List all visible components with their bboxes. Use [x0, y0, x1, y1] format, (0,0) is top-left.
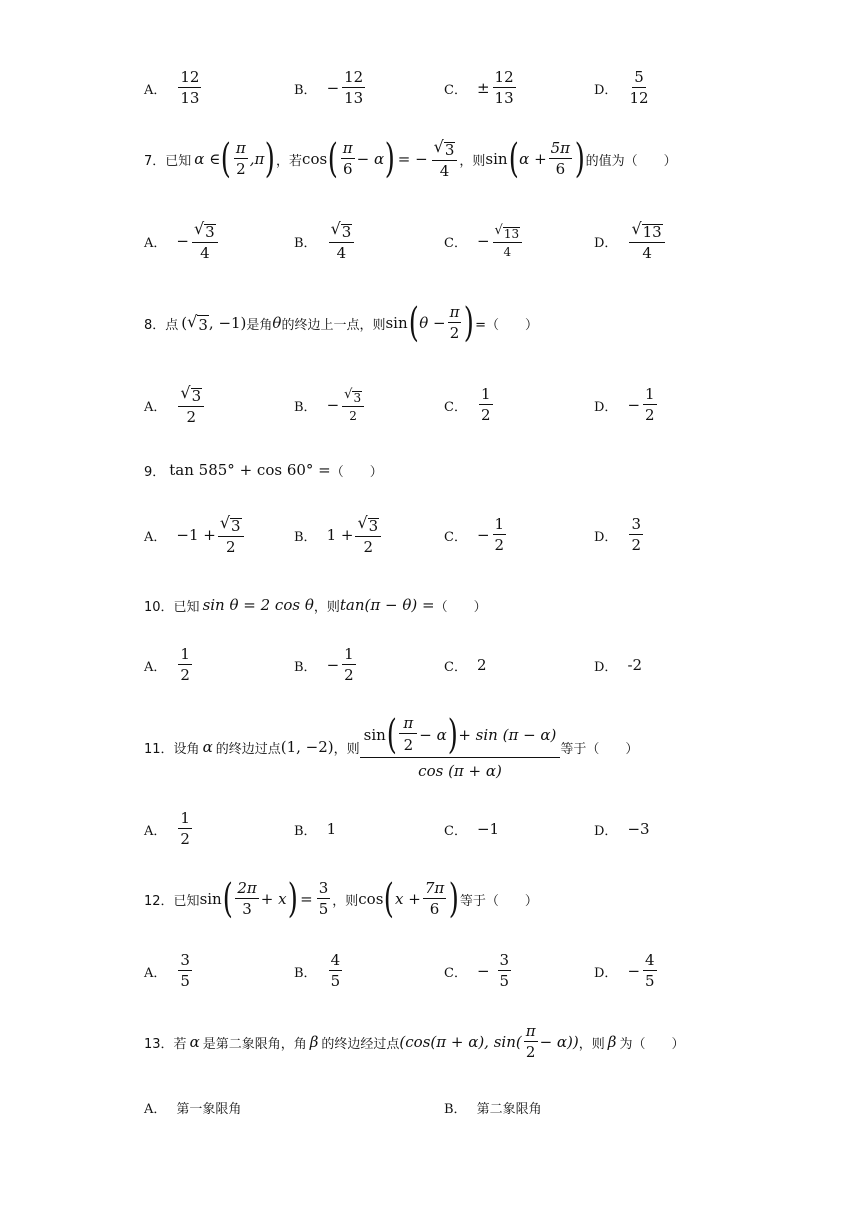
fraction: $\frac{3}{5}$ — [318, 879, 329, 918]
fraction: $\frac{3}{5}$ — [499, 951, 510, 990]
option-a[interactable]: A． $\frac{3}{5}$ — [144, 951, 190, 990]
option-d[interactable]: D． −3 — [594, 820, 650, 839]
option-b[interactable]: B． 1 — [294, 820, 337, 839]
fraction: $\frac{1}{2}$ — [494, 515, 505, 554]
fraction: √ 3 2 — [218, 515, 244, 555]
question-12: 12． 已知 sin ( $\frac{2\pi}{3}$ + x ) = $\frac{3}{5}$ ，则 cos ( x + $\frac{7\pi}{6}$ ) 等于（ ） — [144, 876, 538, 922]
option-a[interactable]: A． 第一象限角 — [144, 1101, 242, 1117]
fraction: $\frac{12}{13}$ — [180, 68, 200, 107]
option-label: C． — [444, 82, 467, 98]
option-b[interactable]: B． − $\frac{1}{2}$ — [294, 645, 354, 684]
option-a[interactable] — [144, 63, 203, 113]
q12-options — [144, 946, 744, 996]
fraction: $\frac{\pi}{2}$ — [235, 139, 246, 178]
question-13: 13． 若 α 是第二象限角，角 β 的终边经过点 (cos(π + α), sin( $\frac{\pi}{2}$ − α)) ，则 β 为（ ） — [144, 1022, 685, 1061]
q9-options — [144, 510, 744, 560]
compound-fraction: sin ( $\frac{\pi}{2}$ − α ) + sin (π − α) cos (π + α) — [360, 715, 561, 780]
fraction: √ 3 4 — [192, 221, 218, 261]
q8-options — [144, 380, 744, 430]
option-c[interactable]: C． − √ 13 4 — [444, 216, 524, 266]
fraction: $\frac{5}{12}$ — [629, 68, 649, 107]
q11-options — [144, 804, 744, 854]
fraction: $\frac{\pi}{2}$ — [525, 1022, 536, 1061]
option-c[interactable]: C． −1 — [444, 820, 500, 839]
fraction: $\frac{\pi}{6}$ — [342, 139, 353, 178]
option-c[interactable]: C． − $\frac{1}{2}$ — [444, 515, 505, 554]
fraction: $\frac{3}{2}$ — [631, 515, 641, 554]
fraction: √ 3 4 — [432, 139, 458, 179]
fraction: $\frac{\pi}{2}$ — [449, 303, 460, 342]
option-b[interactable]: B． − √ 3 2 — [294, 380, 366, 430]
q6-options — [144, 63, 744, 113]
fraction: $\frac{4}{5}$ — [330, 951, 341, 990]
option-b[interactable]: B． √ 3 4 — [294, 216, 356, 266]
question-11: 11． 设角 α 的终边过点 (1, −2) ，则 sin ( $\frac{\pi}{2}$ − α ) + sin (π − α) cos (π + α) 等于（ ） — [144, 711, 639, 780]
option-a[interactable]: A． −1 + √ 3 2 — [144, 510, 246, 560]
option-d[interactable]: D． $\frac{3}{2}$ — [594, 515, 641, 554]
fraction: √ 3 4 — [329, 221, 355, 261]
fraction: √ 13 4 — [629, 221, 664, 261]
option-d[interactable]: D． − $\frac{4}{5}$ — [594, 951, 655, 990]
option-label: D． — [594, 82, 618, 98]
option-a[interactable]: A． $\frac{1}{2}$ — [144, 645, 190, 684]
fraction: $\frac{5\pi}{6}$ — [550, 139, 571, 178]
option-c[interactable]: C． − $\frac{3}{5}$ — [444, 951, 510, 990]
option-d[interactable]: D． -2 — [594, 656, 643, 675]
option-a[interactable]: A． √ 3 2 — [144, 380, 206, 430]
fraction: √ 3 2 — [355, 515, 381, 555]
q13-options — [144, 1082, 744, 1132]
question-9: 9． tan 585° + cos 60° = （ ） — [144, 461, 383, 480]
fraction: $\frac{12}{13}$ — [494, 68, 514, 107]
option-c[interactable]: C． ± $\frac{12}{13}$ — [444, 68, 514, 107]
option-b[interactable]: B． $\frac{4}{5}$ — [294, 951, 341, 990]
question-7: 7． 已知 α ∈ ( $\frac{\pi}{2}$ ,π ) ，若 cos ( $\frac{\pi}{6}$ − α ) = − √ 3 4 ，则 sin ( α + $\frac{5\pi}{6}$ ) 的值为（ ） — [144, 136, 677, 182]
option-a[interactable]: A． − √ 3 4 — [144, 216, 220, 266]
fraction: $\frac{1}{2}$ — [480, 385, 491, 424]
q10-options — [144, 640, 744, 690]
fraction: $\frac{12}{13}$ — [344, 68, 364, 107]
fraction: $\frac{1}{2}$ — [180, 645, 190, 684]
option-label: B． — [294, 82, 317, 98]
fraction: $\frac{4}{5}$ — [645, 951, 655, 990]
fraction: √ 13 4 — [493, 224, 523, 258]
fraction: $\frac{1}{2}$ — [344, 645, 354, 684]
fraction: $\frac{1}{2}$ — [645, 385, 655, 424]
option-b[interactable]: B． 第二象限角 — [444, 1101, 542, 1117]
q7-options — [144, 216, 744, 266]
option-d[interactable] — [594, 63, 651, 113]
option-d[interactable]: D． √ 13 4 — [594, 216, 667, 266]
option-b[interactable]: B． 1 + √ 3 2 — [294, 510, 383, 560]
option-c[interactable]: C． 2 — [444, 656, 487, 675]
question-8: 8． 点 ( √ 3 , −1) 是角 θ 的终边上一点，则 sin ( θ − $\frac{\pi}{2}$ ) =（ ） — [144, 300, 538, 346]
fraction: $\frac{1}{2}$ — [180, 809, 190, 848]
option-b[interactable]: B． − $\frac{12}{13}$ — [294, 68, 364, 107]
option-d[interactable]: D． − $\frac{1}{2}$ — [594, 385, 655, 424]
option-label: A． — [144, 82, 167, 98]
option-c[interactable]: C． $\frac{1}{2}$ — [444, 385, 491, 424]
fraction: √ 3 2 — [342, 388, 364, 422]
question-10: 10． 已知 sin θ = 2 cos θ ，则 tan(π − θ) = （ ） — [144, 596, 487, 615]
fraction: $\frac{2\pi}{3}$ — [237, 879, 257, 918]
option-a[interactable]: A． $\frac{1}{2}$ — [144, 809, 190, 848]
fraction: $\frac{3}{5}$ — [180, 951, 190, 990]
fraction: $\frac{7\pi}{6}$ — [424, 879, 445, 918]
fraction: √ 3 2 — [178, 385, 204, 425]
